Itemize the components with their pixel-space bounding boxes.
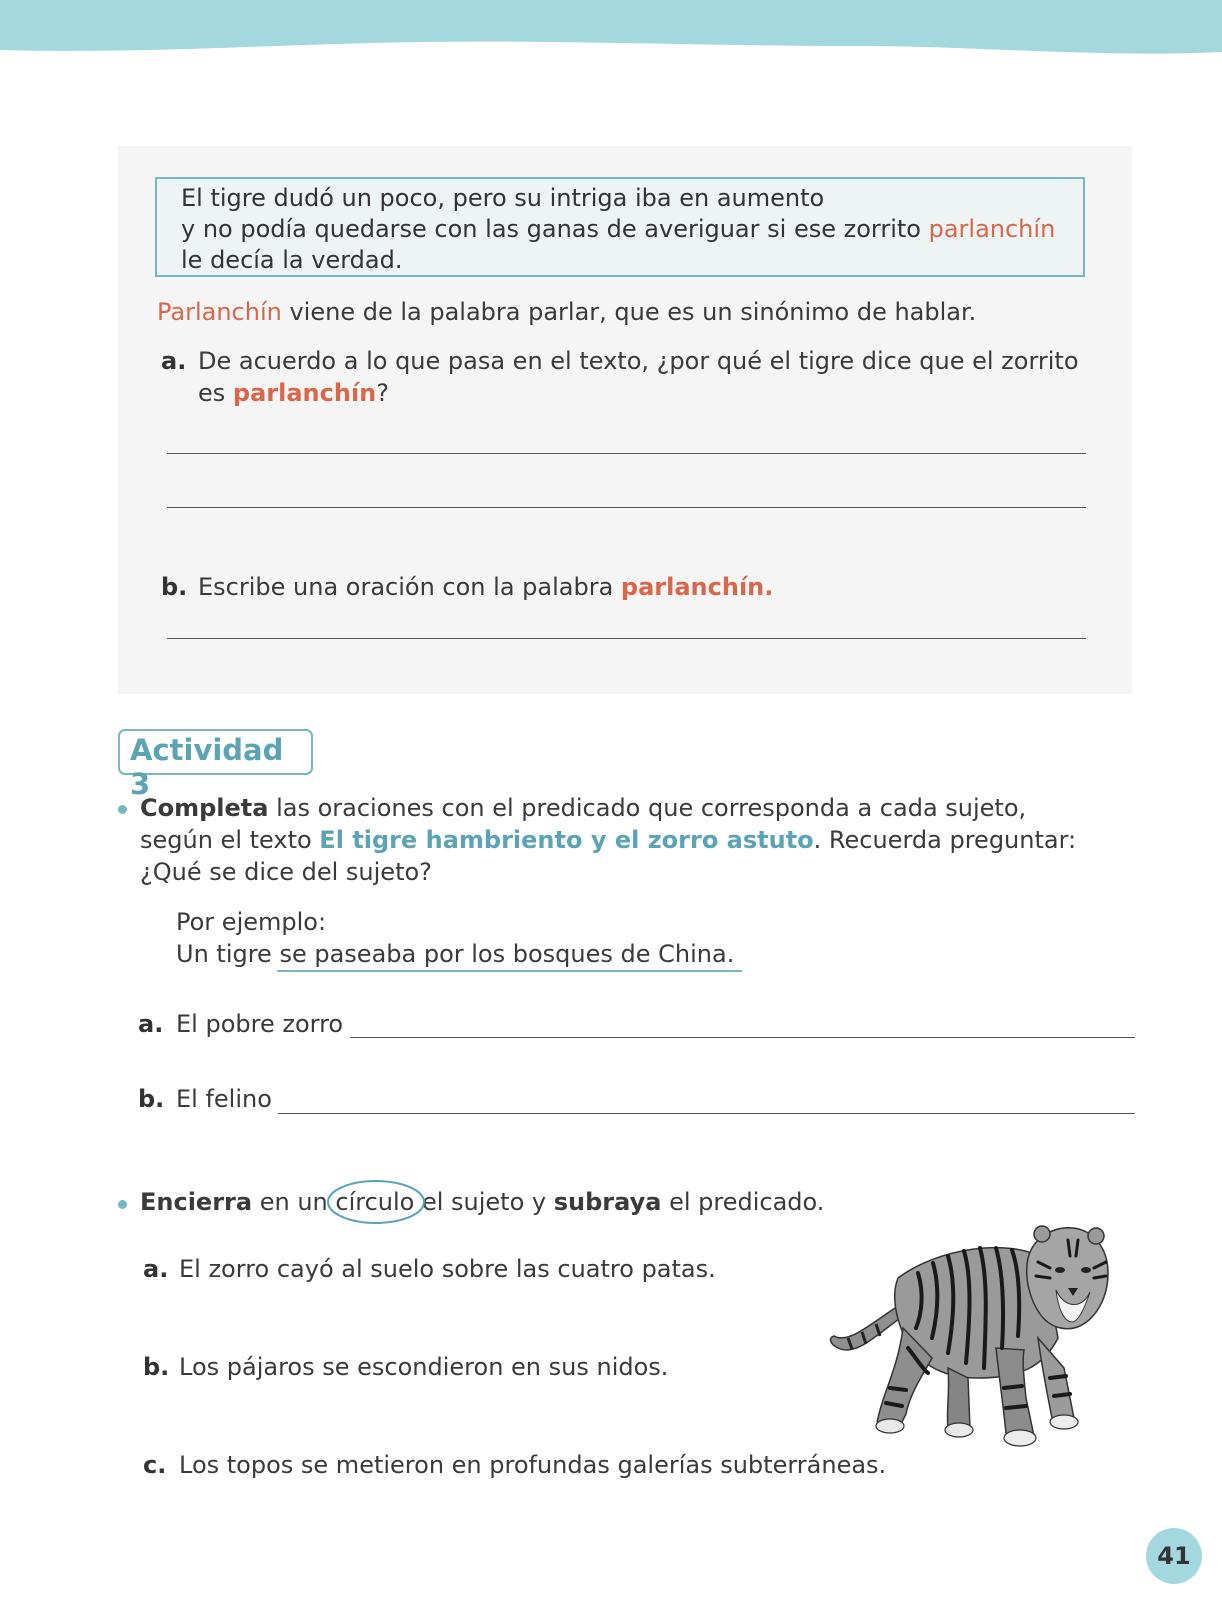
sentence-c[interactable]: c. Los topos se metieron en profundas galerías subterráneas.	[143, 1451, 887, 1479]
example-predicate-underline	[277, 970, 742, 972]
quote-line-3: le decía la verdad.	[181, 246, 403, 274]
instruction-1-line-3: ¿Qué se dice del sujeto?	[140, 858, 432, 886]
bullet-icon	[118, 805, 127, 814]
item-label: c.	[143, 1451, 167, 1479]
question-a-line-2: es parlanchín?	[198, 379, 389, 407]
example-predicate: se paseaba por los bosques de China.	[279, 940, 735, 968]
instruction-1-verb: Completa	[140, 794, 269, 822]
defined-word: Parlanchín	[157, 298, 282, 326]
instruction-1-line-1: Completa las oraciones con el predicado que corresponda a cada sujeto,	[140, 794, 1027, 822]
example-label: Por ejemplo:	[176, 908, 327, 936]
complete-item-b: b. El felino	[138, 1085, 272, 1113]
instruction-2-verb-2: subraya	[553, 1188, 662, 1216]
answer-line[interactable]	[167, 453, 1086, 454]
instruction-1-line-2: según el texto El tigre hambriento y el zorro astuto. Recuerda preguntar:	[140, 826, 1077, 854]
item-label: a.	[138, 1010, 164, 1038]
quote-line-1: El tigre dudó un poco, pero su intriga iba en aumento	[181, 184, 825, 212]
answer-line[interactable]	[167, 638, 1086, 639]
example-sentence: Un tigre se paseaba por los bosques de China.	[176, 940, 735, 968]
top-wave-band	[0, 0, 1222, 60]
answer-line[interactable]	[278, 1113, 1135, 1114]
activity-title: Actividad 3	[118, 729, 313, 775]
sentence-a[interactable]: a. El zorro cayó al suelo sobre las cuatro patas.	[143, 1255, 716, 1283]
definition-text: Parlanchín viene de la palabra parlar, que es un sinónimo de hablar.	[157, 298, 977, 326]
instruction-2-verb-1: Encierra	[140, 1188, 253, 1216]
instruction-2: Encierra en un círculo el sujeto y subraya el predicado.	[140, 1186, 824, 1218]
answer-line[interactable]	[167, 507, 1086, 508]
circled-word: círculo	[335, 1186, 414, 1218]
question-b-label: b.	[161, 573, 188, 601]
question-b: b. Escribe una oración con la palabra parlanchín.	[161, 573, 774, 601]
story-title: El tigre hambriento y el zorro astuto	[319, 826, 814, 854]
highlight-word: parlanchín	[928, 215, 1056, 243]
question-a-label: a.	[161, 347, 187, 375]
complete-item-a: a. El pobre zorro	[138, 1010, 344, 1038]
tiger-illustration	[828, 1218, 1113, 1458]
question-a-line-1: a. De acuerdo a lo que pasa en el texto, ¿por qué el tigre dice que el zorrito	[161, 347, 1079, 375]
highlight-word: parlanchín.	[620, 573, 774, 601]
circle-mark-icon	[325, 1176, 427, 1228]
item-label: a.	[143, 1255, 169, 1283]
item-label: b.	[138, 1085, 165, 1113]
sentence-b[interactable]: b. Los pájaros se escondieron en sus nidos.	[143, 1353, 669, 1381]
bullet-icon	[118, 1200, 127, 1209]
answer-line[interactable]	[350, 1037, 1135, 1038]
item-label: b.	[143, 1353, 170, 1381]
page-number: 41	[1146, 1528, 1202, 1584]
quote-line-2: y no podía quedarse con las ganas de averiguar si ese zorrito parlanchín	[181, 215, 1056, 243]
quote-box	[155, 177, 1085, 277]
highlight-word: parlanchín	[232, 379, 377, 407]
